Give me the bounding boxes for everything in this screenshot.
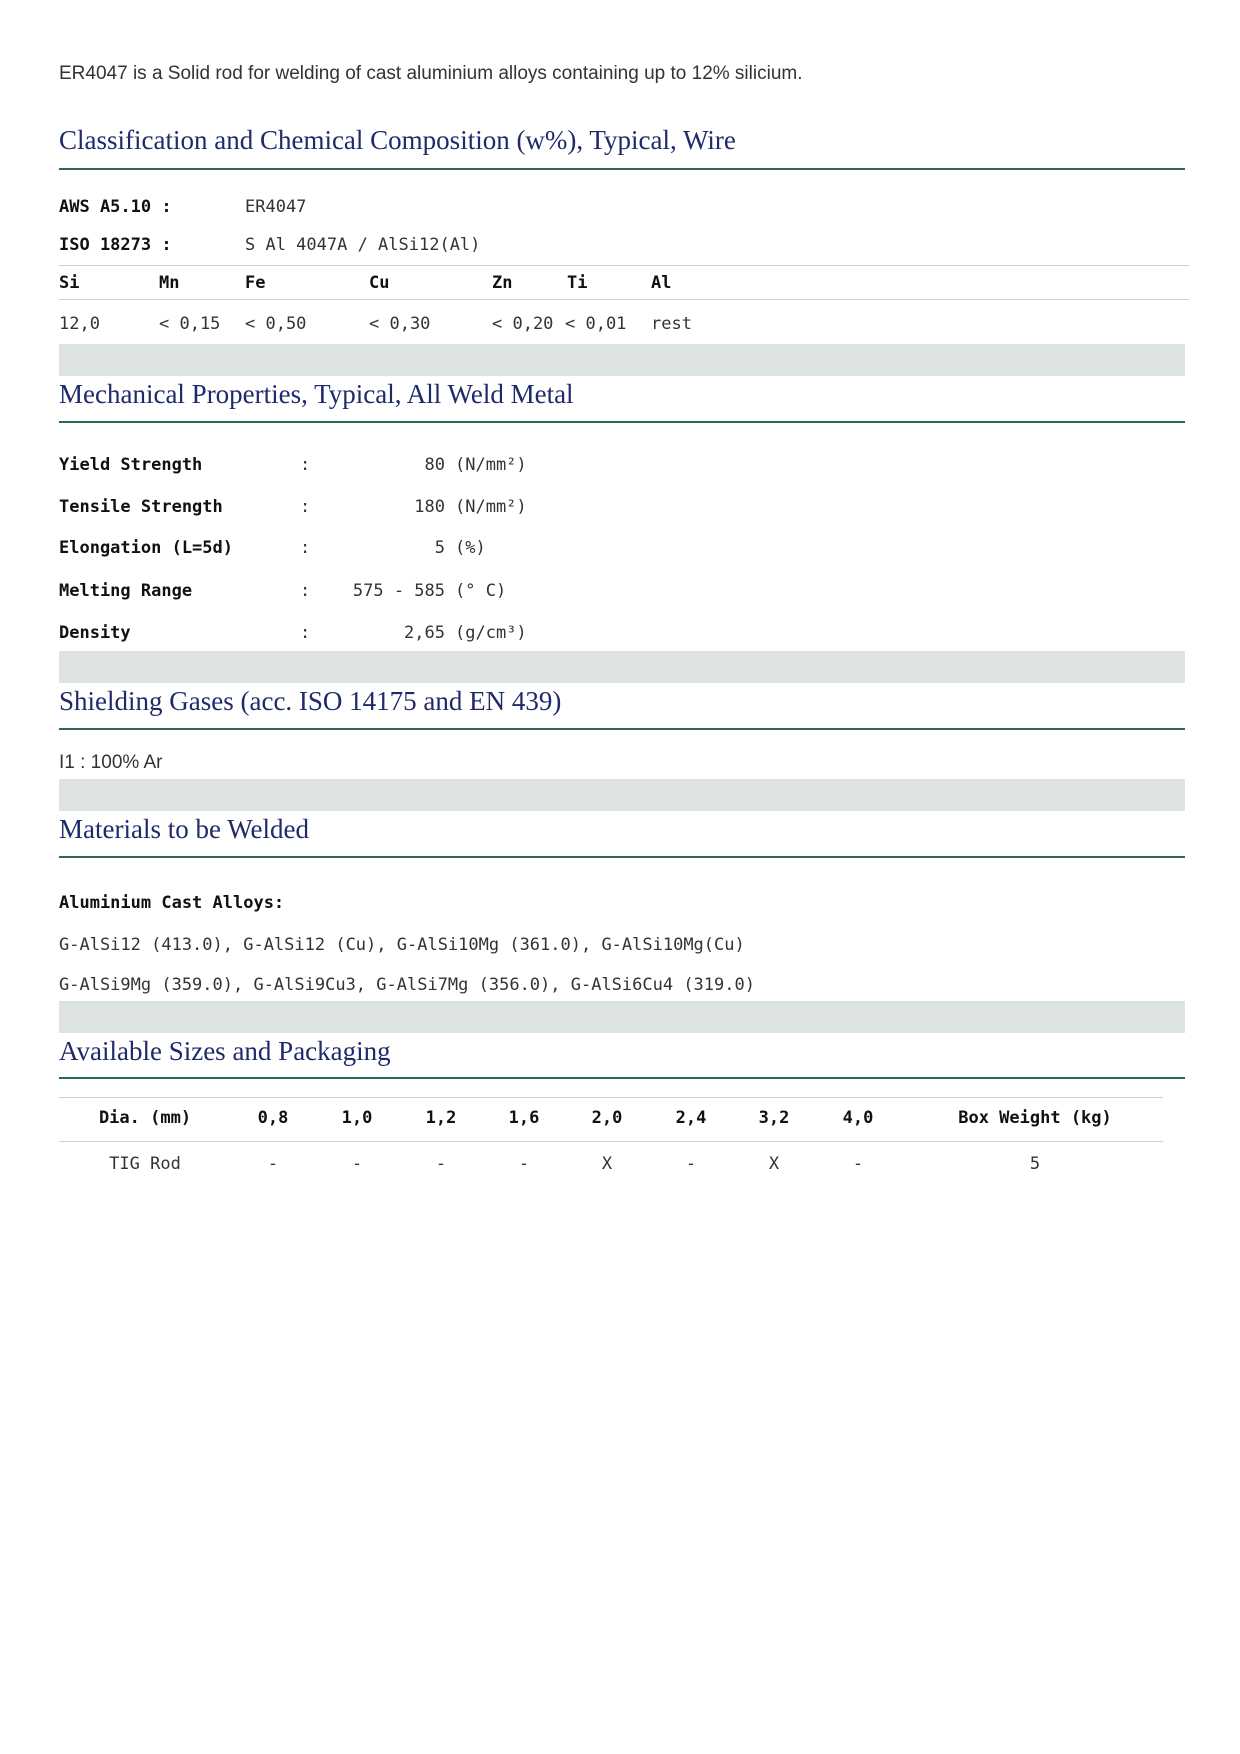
materials-heading: Materials to be Welded [59,814,310,844]
size-cell: - [852,1154,864,1174]
materials-line: G-AlSi9Mg (359.0), G-AlSi9Cu3, G-AlSi7Mg (356.0), G-AlSi6Cu4 (319.0) [59,975,755,995]
sizes-heading: Available Sizes and Packaging [59,1036,391,1066]
section-rule [59,1077,1185,1079]
size-cell: 5 [1029,1154,1041,1174]
section-band [59,779,1185,811]
mechanical-heading: Mechanical Properties, Typical, All Weld Metal [59,379,574,409]
section-rule [59,856,1185,858]
size-column-header: Box Weight (kg) [958,1108,1112,1128]
section-band [59,651,1185,683]
shielding-gas-text: I1 : 100% Ar [59,752,163,773]
element-header: Ti [567,273,588,293]
property-unit: (° C) [455,581,507,601]
aws-value: ER4047 [245,197,307,217]
size-column-header: 3,2 [758,1108,790,1128]
aws-label: AWS A5.10 : [59,197,172,217]
element-header: Si [59,273,80,293]
size-cell: X [601,1154,613,1174]
materials-line: G-AlSi12 (413.0), G-AlSi12 (Cu), G-AlSi10Mg (361.0), G-AlSi10Mg(Cu) [59,935,745,955]
element-header: Al [651,273,672,293]
property-label: Melting Range [59,581,193,601]
property-value: 575 - 585 [352,581,445,601]
size-column-header: 1,6 [508,1108,540,1128]
size-column-header: 4,0 [842,1108,874,1128]
property-separator: : [300,538,311,558]
property-unit: (N/mm²) [455,497,527,517]
property-label: Elongation (L=5d) [59,538,233,558]
materials-subheading: Aluminium Cast Alloys: [59,893,285,913]
shielding-heading: Shielding Gases (acc. ISO 14175 and EN 439) [59,686,562,716]
property-separator: : [300,497,311,517]
size-column-header: 2,0 [591,1108,623,1128]
section-band [59,344,1185,376]
classification-heading: Classification and Chemical Composition (w%), Typical, Wire [59,125,736,155]
property-value: 5 [434,538,445,558]
section-rule [59,421,1185,423]
property-separator: : [300,623,311,643]
element-header: Fe [245,273,266,293]
intro-text: ER4047 is a Solid rod for welding of cast aluminium alloys containing up to 12% silicium. [59,63,803,84]
table-divider [59,299,1189,300]
table-divider [59,1141,1163,1142]
size-column-header: 2,4 [675,1108,707,1128]
property-label: Yield Strength [59,455,203,475]
size-cell: - [685,1154,697,1174]
size-cell: - [435,1154,447,1174]
property-separator: : [300,455,311,475]
size-cell: - [351,1154,363,1174]
property-value: 80 [424,455,445,475]
property-value: 2,65 [404,623,445,643]
element-header: Mn [159,273,180,293]
element-value: < 0,30 [369,314,431,334]
size-column-header: Dia. (mm) [98,1108,192,1128]
property-unit: (N/mm²) [455,455,527,475]
element-value: < 0,20 [492,314,554,334]
property-separator: : [300,581,311,601]
section-rule [59,728,1185,730]
size-column-header: 1,2 [425,1108,457,1128]
iso-label: ISO 18273 : [59,235,172,255]
size-cell: TIG Rod [109,1154,181,1174]
element-value: < 0,50 [245,314,307,334]
property-unit: (%) [455,538,486,558]
table-divider [59,1097,1163,1098]
property-value: 180 [414,497,445,517]
element-header: Zn [492,273,513,293]
element-value: < 0,15 [159,314,221,334]
element-value: < 0,01 [565,314,627,334]
property-unit: (g/cm³) [455,623,527,643]
element-header: Cu [369,273,390,293]
section-band [59,1001,1185,1033]
property-label: Density [59,623,131,643]
element-value: rest [651,314,692,334]
size-cell: - [518,1154,530,1174]
size-cell: - [267,1154,279,1174]
iso-value: S Al 4047A / AlSi12(Al) [245,235,481,255]
element-value: 12,0 [59,314,100,334]
size-column-header: 1,0 [341,1108,373,1128]
size-column-header: 0,8 [257,1108,289,1128]
table-divider [59,265,1189,266]
section-rule [59,168,1185,170]
property-label: Tensile Strength [59,497,223,517]
size-cell: X [768,1154,780,1174]
